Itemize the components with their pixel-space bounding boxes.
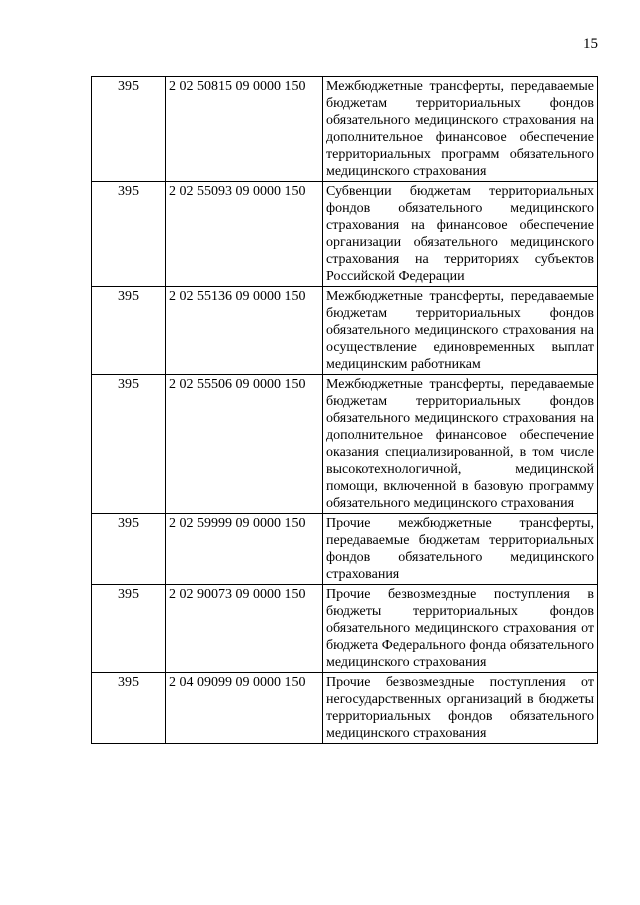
budget-code-cell: 2 02 59999 09 0000 150 — [166, 514, 323, 585]
description-cell: Субвенции бюджетам территориальных фондов обязательного медицинского страхования на финансовое обеспечение организации обязательного медицинского страхования на территориях субъектов Российской Федерации — [323, 182, 598, 287]
budget-code-cell: 2 02 55506 09 0000 150 — [166, 375, 323, 514]
admin-code-cell: 395 — [92, 585, 166, 673]
description-cell: Прочие безвозмездные поступления от негосударственных организаций в бюджеты территориальных фондов обязательного медицинского страхования — [323, 673, 598, 744]
table-row — [92, 585, 598, 673]
budget-code-cell: 2 02 50815 09 0000 150 — [166, 77, 323, 182]
budget-code-cell: 2 02 55136 09 0000 150 — [166, 287, 323, 375]
description-cell: Прочие безвозмездные поступления в бюджеты территориальных фондов обязательного медицинского страхования от бюджета Федерального фонда обязательного медицинского страхования — [323, 585, 598, 673]
table-row — [92, 77, 598, 182]
table-row — [92, 514, 598, 585]
admin-code-cell: 395 — [92, 77, 166, 182]
page-number: 15 — [583, 36, 598, 52]
description-cell: Прочие межбюджетные трансферты, передаваемые бюджетам территориальных фондов обязательного медицинского страхования — [323, 514, 598, 585]
admin-code-cell: 395 — [92, 182, 166, 287]
admin-code-cell: 395 — [92, 514, 166, 585]
budget-code-cell: 2 02 90073 09 0000 150 — [166, 585, 323, 673]
description-cell: Межбюджетные трансферты, передаваемые бюджетам территориальных фондов обязательного медицинского страхования на дополнительное финансовое обеспечение оказания специализированной, в том числе высокотехнологичной, медицинской помощи, включенной в базовую программу обязательного медицинского страхования — [323, 375, 598, 514]
budget-code-cell: 2 02 55093 09 0000 150 — [166, 182, 323, 287]
budget-code-cell: 2 04 09099 09 0000 150 — [166, 673, 323, 744]
table-row — [92, 182, 598, 287]
admin-code-cell: 395 — [92, 287, 166, 375]
table-row — [92, 287, 598, 375]
table-row — [92, 375, 598, 514]
table-row — [92, 673, 598, 744]
admin-code-cell: 395 — [92, 375, 166, 514]
admin-code-cell: 395 — [92, 673, 166, 744]
description-cell: Межбюджетные трансферты, передаваемые бюджетам территориальных фондов обязательного медицинского страхования на дополнительное финансовое обеспечение территориальных программ обязательного медицинского страхования — [323, 77, 598, 182]
revenue-codes-table — [91, 76, 598, 744]
description-cell: Межбюджетные трансферты, передаваемые бюджетам территориальных фондов обязательного медицинского страхования на осуществление единовременных выплат медицинским работникам — [323, 287, 598, 375]
